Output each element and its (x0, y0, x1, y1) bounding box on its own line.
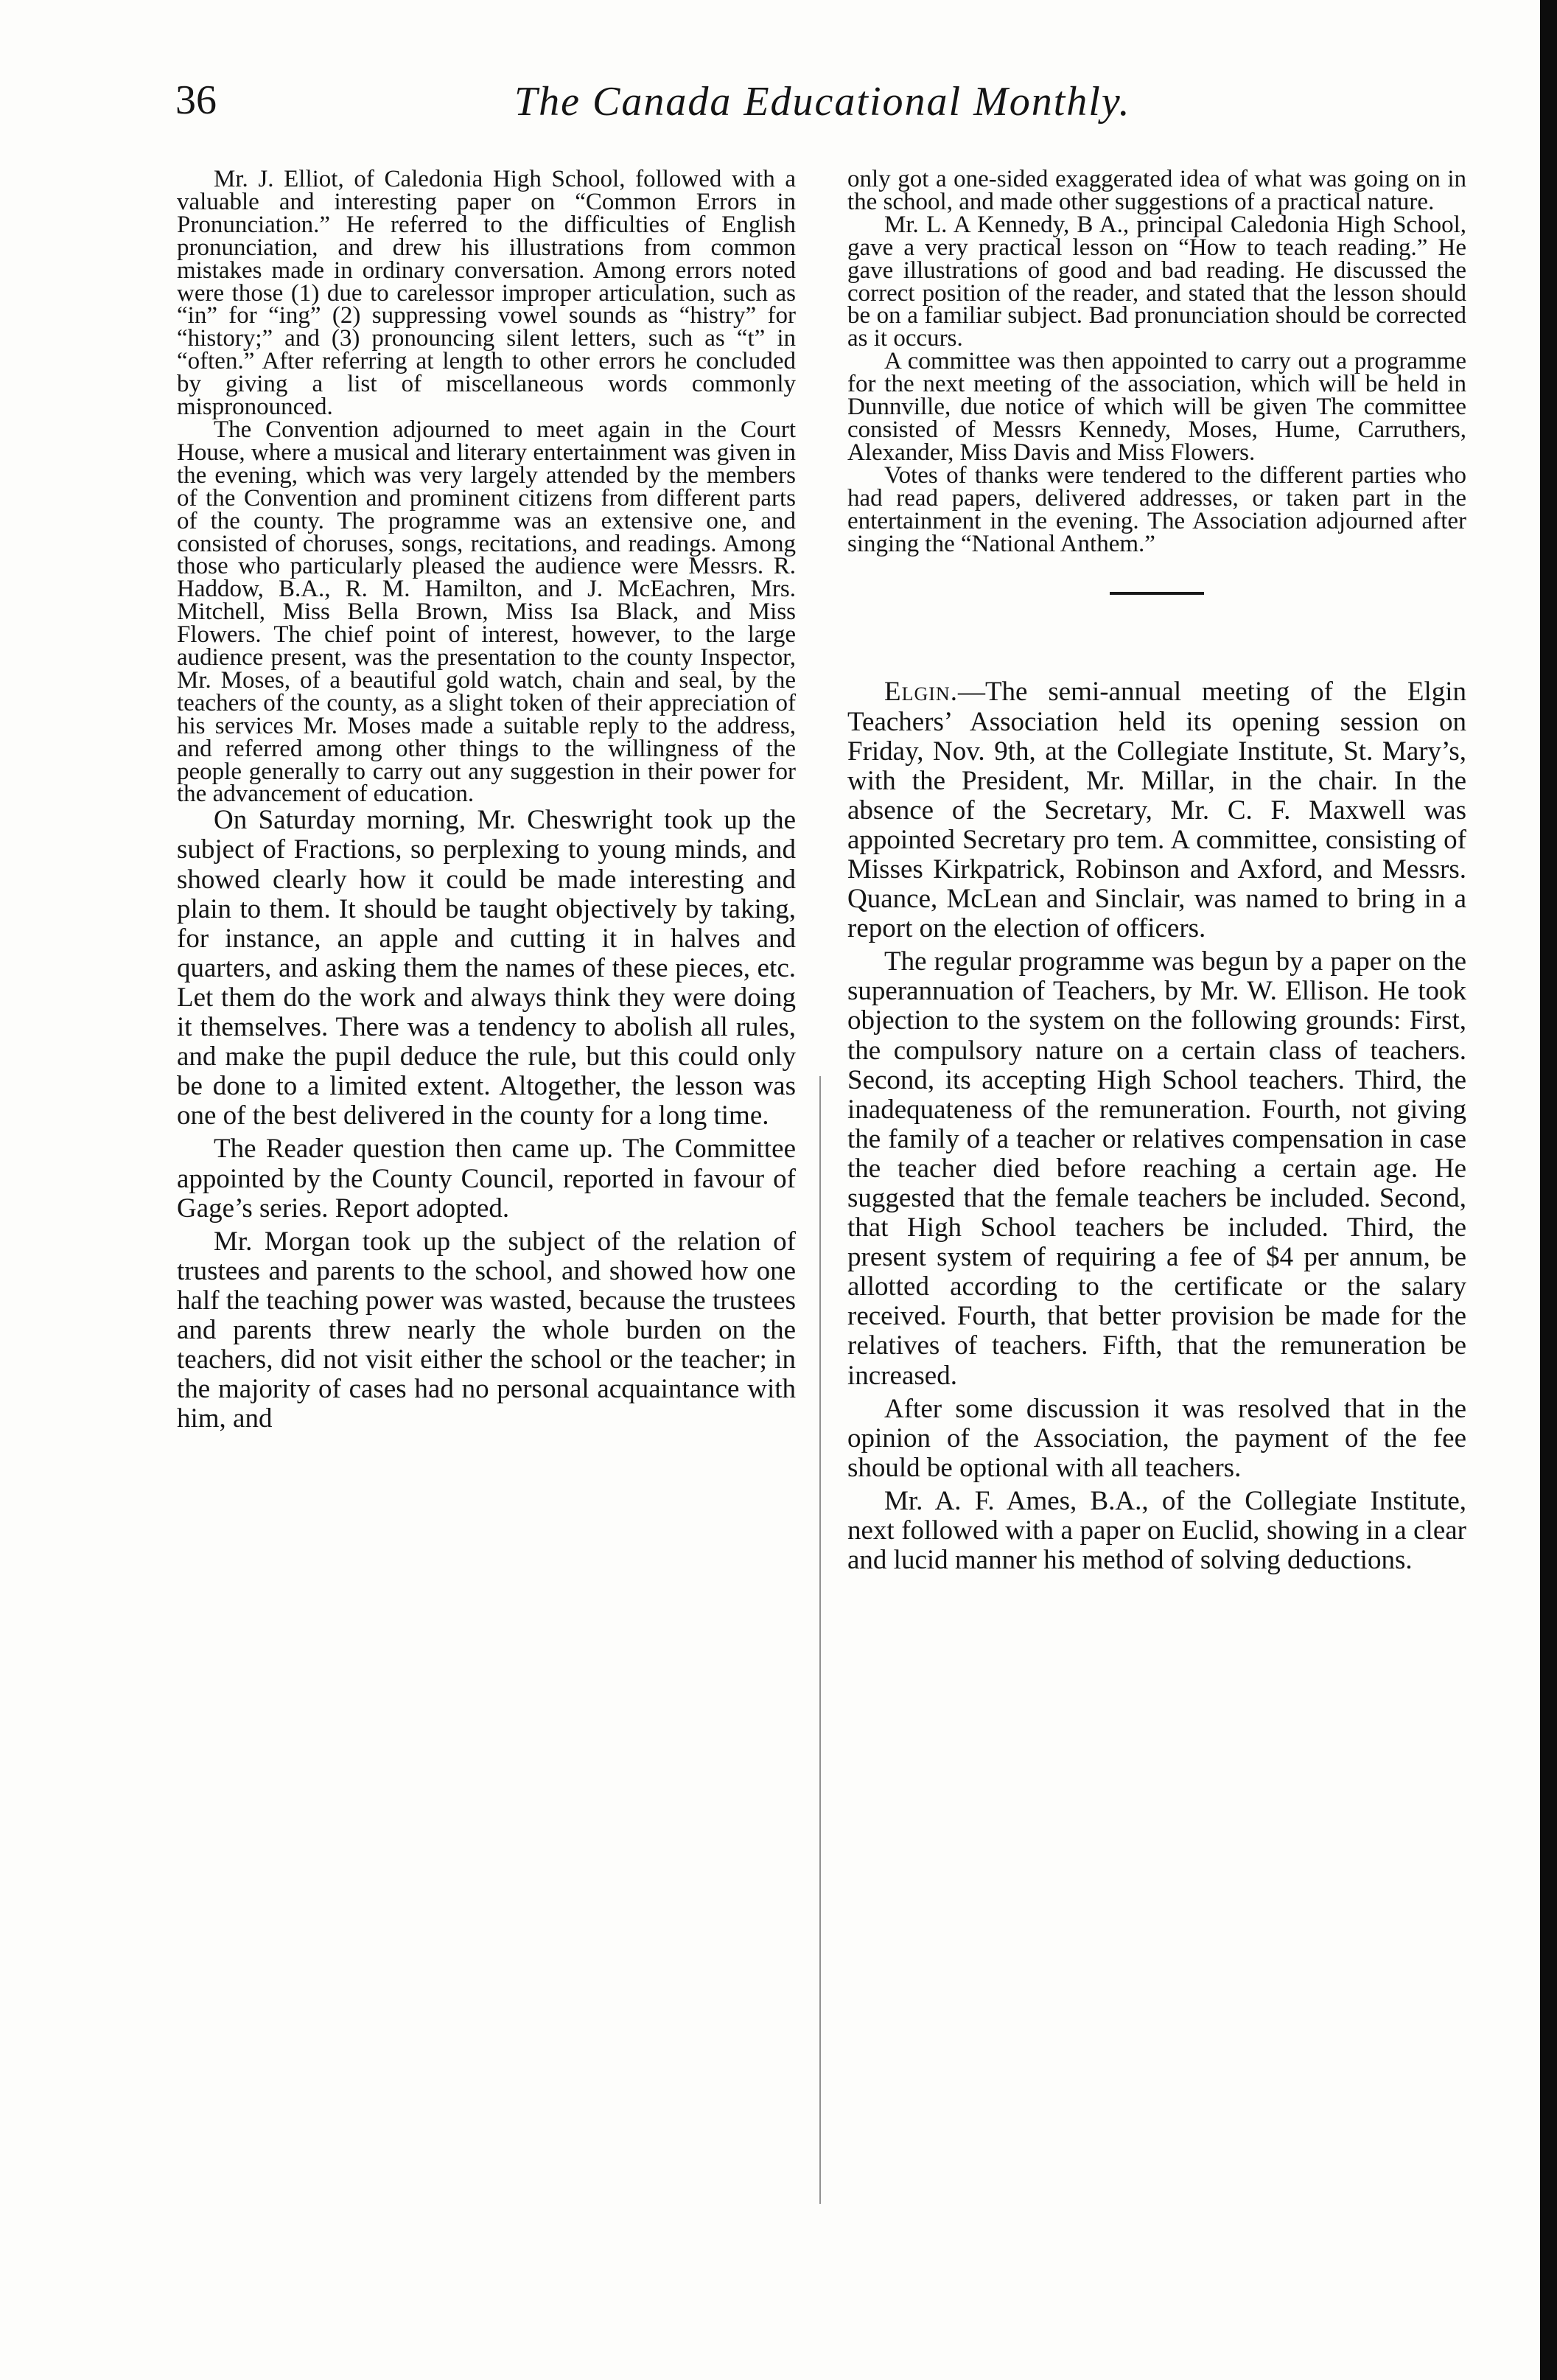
paragraph: The regular programme was begun by a paper on the superannuation of Teachers, by Mr. W. Ellison. He took objection to the system on the following grounds: First, the compulsory nature on a certain class of teachers. Second, its accepting High School teachers. Third, the inadequateness of the remuneration. Fourth, not giving the family of a teacher or relatives compensation in case the teacher died before reaching a certain age. He suggested that the female teachers be included. Second, that High School teachers be included. Third, the present system of requiring a fee of $4 per annum, be allotted according to the certificate or the salary received. Fourth, that better provision be made for the relatives of teachers. Fifth, that the remuneration be increased. (847, 946, 1466, 1391)
paragraph: Mr. Morgan took up the subject of the relation of trustees and parents to the school, and showed how one half the teaching power was wasted, because the trustees and parents threw nearly the whole burden on the teachers, did not visit either the school or the teacher; in the majority of cases had no personal acquaintance with him, and (177, 1226, 796, 1434)
right-small-type-block (847, 168, 1466, 555)
left-column (177, 168, 796, 1437)
paragraph: Votes of thanks were tendered to the different parties who had read papers, delivered addresses, or taken part in the entertainment in the evening. The Association adjourned after singing the “National Anthem.” (847, 461, 1466, 557)
paragraph: Mr. J. Elliot, of Caledonia High School, followed with a valuable and interesting paper on “Common Errors in Pronunciation.” He referred to the difficulties of English pronunciation, and drew his illustrations from common mistakes made in ordinary conversation. Among errors noted were those (1) due to carelessor improper articulation, such as “in” for “ing” (2) suppressing vowel sounds as “histry” for “history;” and (3) pronouncing silent letters, such as “t” in “often.” After referring at length to other errors he concluded by giving a list of miscellaneous words commonly mispronounced. (177, 166, 796, 421)
page-header (175, 77, 1178, 136)
section-heading: Elgin. (884, 677, 958, 708)
elgin-section (847, 677, 1466, 1575)
paragraph: On Saturday morning, Mr. Cheswright took up the subject of Fractions, so perplexing to young minds, and showed clearly how it could be made interesting and plain to them. It should be taught objectively by taking, for instance, an apple and cutting it in halves and quarters, and asking them the names of these pieces, etc. Let them do the work and always think they were doing it themselves. There was a tendency to abolish all rules, and make the pupil deduce the rule, but this could only be done to a limited extent. Altogether, the lesson was one of the best delivered in the county for a long time. (177, 805, 796, 1131)
paragraph: The Convention adjourned to meet again in the Court House, where a musical and literary entertainment was given in the evening, which was very largely attended by the members of the Convention and prominent citizens from different parts of the county. The programme was an extensive one, and consisted of choruses, songs, recitations, and readings. Among those who particularly pleased the audience were Messrs. R. Haddow, B.A., R. M. Hamilton, and J. McEachren, Mrs. Mitchell, Miss Bella Brown, Miss Isa Black, and Miss Flowers. The chief point of interest, however, to the large audience present, was the presentation to the county Inspector, Mr. Moses, of a beautiful gold watch, chain and seal, by the teachers of the county, as a slight token of their appreciation of his services Mr. Moses made a suitable reply to the address, and referred among other things to the willingness of the people generally to carry out any suggestion in their power for the advancement of education. (177, 416, 796, 808)
page-number: 36 (175, 77, 217, 123)
journal-title: The Canada Educational Monthly. (514, 79, 1131, 125)
left-small-type-block (177, 168, 796, 806)
paragraph (847, 677, 1466, 943)
paragraph: The Reader question then came up. The Committee appointed by the County Council, reported in favour of Gage’s series. Report adopted. (177, 1134, 796, 1224)
section-divider (1110, 592, 1204, 595)
paragraph: A committee was then appointed to carry out a programme for the next meeting of the association, which will be held in Dunnville, due notice of which will be given The committee consisted of Messrs Kennedy, Moses, Hume, Carruthers, Alexander, Miss Davis and Miss Flowers. (847, 348, 1466, 466)
paragraph: Mr. L. A Kennedy, B A., principal Caledonia High School, gave a very practical lesson on “How to teach reading.” He gave illustrations of good and bad reading. He discussed the correct position of the reader, and stated that the lesson should be on a familiar subject. Bad pronunciation should be corrected as it occurs. (847, 211, 1466, 352)
section-lead-text: —The semi-annual meeting of the Elgin Teachers’ Association held its opening session on Friday, Nov. 9th, at the Collegiate Institute, St. Mary’s, with the President, Mr. Millar, in the chair. In the absence of the Secretary, Mr. C. F. Maxwell was appointed Secretary pro tem. A committee, consisting of Misses Kirkpatrick, Robinson and Axford, and Messrs. Quance, McLean and Sinclair, was named to bring in a report on the election of officers. (847, 677, 1466, 944)
column-rule (819, 1076, 821, 2204)
paragraph: Mr. A. F. Ames, B.A., of the Collegiate Institute, next followed with a paper on Euclid, showing in a clear and lucid manner his method of solving deductions. (847, 1485, 1466, 1576)
right-column (847, 168, 1466, 1579)
paragraph: only got a one-sided exaggerated idea of what was going on in the school, and made other suggestions of a practical nature. (847, 166, 1466, 215)
paragraph: After some discussion it was resolved that in the opinion of the Association, the payment of the fee should be optional with all teachers. (847, 1393, 1466, 1483)
left-large-type-block (177, 806, 796, 1434)
scan-edge (1540, 0, 1557, 2380)
